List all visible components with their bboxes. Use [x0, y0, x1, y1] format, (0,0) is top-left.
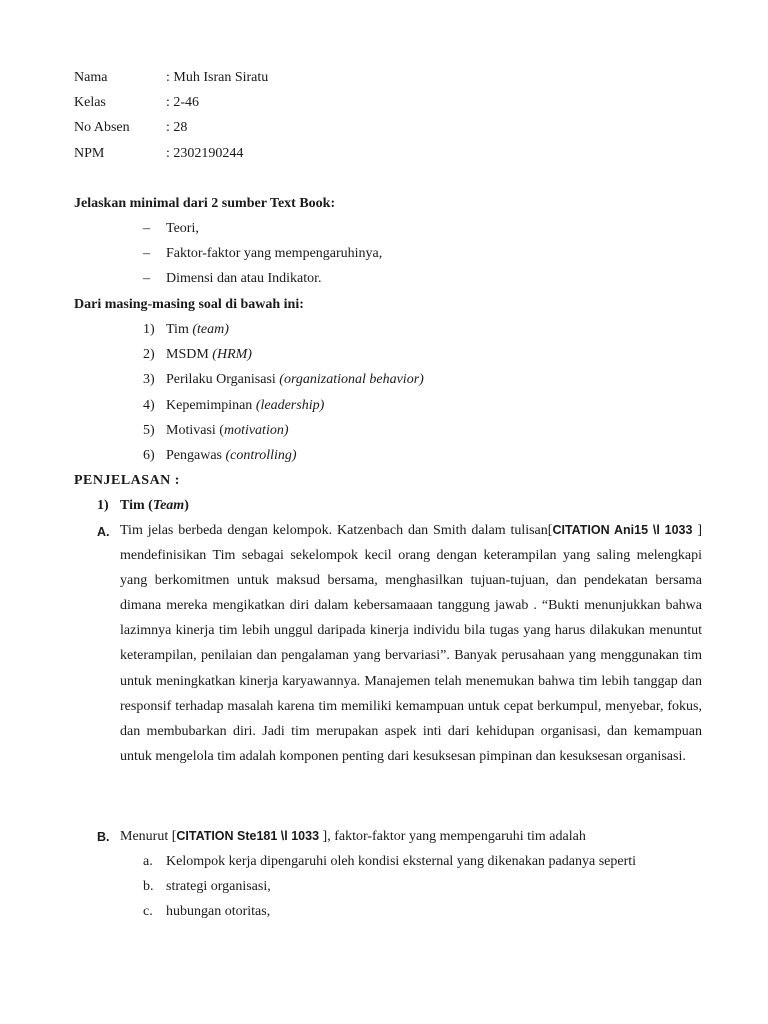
- questions-heading: Dari masing-masing soal di bawah ini:: [74, 297, 304, 312]
- identity-label-class: Kelas: [74, 95, 106, 110]
- question-number: 2): [143, 347, 155, 362]
- identity-value-absen: : 28: [166, 120, 188, 135]
- question-item: MSDM (HRM): [166, 347, 252, 362]
- question-number: 4): [143, 398, 155, 413]
- identity-label-npm: NPM: [74, 146, 105, 161]
- subitem-marker: a.: [143, 854, 153, 869]
- identity-label-absen: No Absen: [74, 120, 130, 135]
- item-a-marker: A.: [97, 525, 110, 539]
- question-number: 1): [143, 322, 155, 337]
- question-number: 3): [143, 372, 155, 387]
- identity-value-name: : Muh Isran Siratu: [166, 70, 269, 85]
- bullet-dash: –: [143, 246, 150, 261]
- item-b-marker: B.: [97, 830, 110, 844]
- section-title: Tim (Team): [120, 498, 189, 513]
- subitem-marker: b.: [143, 879, 154, 894]
- subitem-text: hubungan otoritas,: [166, 904, 271, 919]
- bullet-dash: –: [143, 271, 150, 286]
- instruction-bullet: Teori,: [166, 221, 199, 236]
- citation-field: CITATION Ani15 \l 1033: [552, 523, 693, 537]
- identity-label-name: Nama: [74, 70, 108, 85]
- item-a-paragraph: Tim jelas berbeda dengan kelompok. Katzenbach dan Smith dalam tulisan[CITATION Ani15 \l 1033 ] mendefinisikan Tim sebagai sekelompok kecil orang dengan keterampilan yang saling melengkapi yang berkomitmen untuk maksud bersama, menghasilkan tujuan-tujuan, dan pendekatan bersama dimana mereka mengikatkan diri dalam kebersamaaan tanggung jawab . “Bukti menunjukkan bahwa lazimnya kinerja tim lebih unggul daripada kinerja individu bila tugas yang harus dilakukan menuntut keterampilan, penilaian dan pengalaman yang bervariasi”. Banyak perusahaan yang menggunakan tim untuk meningkatkan kinerja karyawannya. Manajemen telah menemukan bahwa tim lebih tanggap dan responsif terhadap masalah karena tim memiliki kemampuan untuk cepat berkumpul, menyebar, fokus, dan membubarkan diri. Jadi tim merupakan aspek inti dari kehidupan organisasi, dan kemampuan untuk mengelola tim adalah komponen penting dari kesuksesan pimpinan dan kesuksesan organisasi.: [120, 523, 702, 764]
- penjelasan-heading: PENJELASAN :: [74, 473, 180, 488]
- bullet-dash: –: [143, 221, 150, 236]
- section-number: 1): [97, 498, 109, 513]
- instruction-bullet: Dimensi dan atau Indikator.: [166, 271, 322, 286]
- citation-field: CITATION Ste181 \l 1033: [176, 829, 320, 843]
- question-number: 6): [143, 448, 155, 463]
- question-number: 5): [143, 423, 155, 438]
- item-b-text: Menurut [CITATION Ste181 \l 1033 ], faktor-faktor yang mempengaruhi tim adalah: [120, 829, 586, 844]
- identity-value-class: : 2-46: [166, 95, 200, 110]
- question-item: Tim (team): [166, 322, 229, 337]
- question-item: Pengawas (controlling): [166, 448, 297, 463]
- subitem-text: Kelompok kerja dipengaruhi oleh kondisi eksternal yang dikenakan padanya seperti: [166, 854, 637, 869]
- instruction-heading: Jelaskan minimal dari 2 sumber Text Book:: [74, 196, 336, 211]
- subitem-text: strategi organisasi,: [166, 879, 271, 894]
- question-item: Perilaku Organisasi (organizational behavior): [166, 372, 424, 387]
- question-item: Motivasi (motivation): [166, 423, 289, 438]
- question-item: Kepemimpinan (leadership): [166, 398, 325, 413]
- subitem-marker: c.: [143, 904, 153, 919]
- identity-value-npm: : 2302190244: [166, 146, 244, 161]
- instruction-bullet: Faktor-faktor yang mempengaruhinya,: [166, 246, 383, 261]
